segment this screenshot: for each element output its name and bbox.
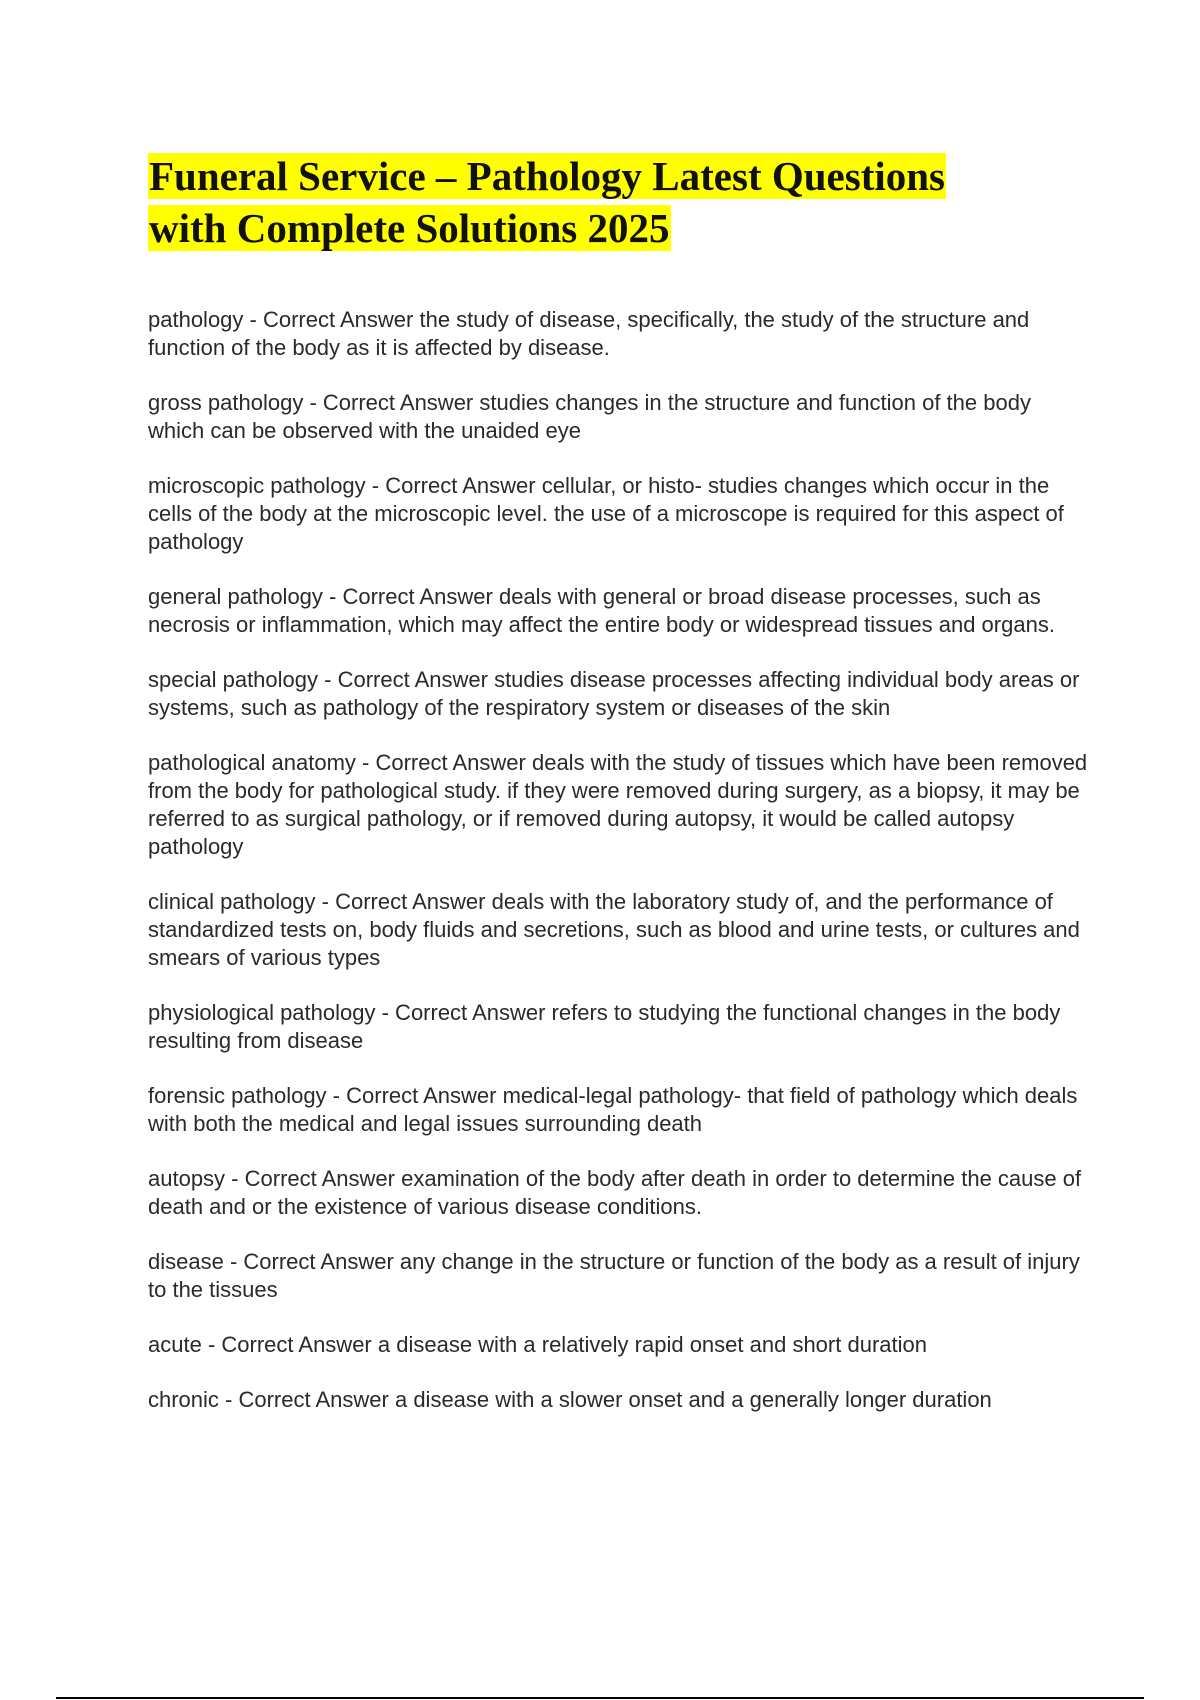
qa-entry: [148, 1165, 1088, 1221]
qa-term: pathological anatomy: [148, 750, 356, 775]
qa-term: chronic: [148, 1387, 219, 1412]
qa-answer: studies changes in the structure and function of the body which can be observed with the unaided eye: [148, 390, 1031, 443]
qa-list: [148, 306, 1088, 1441]
qa-answer: a disease with a slower onset and a generally longer duration: [394, 1387, 992, 1412]
qa-entry: [148, 1248, 1088, 1304]
qa-answer: studies disease processes affecting individual body areas or systems, such as pathology of the respiratory system or diseases of the skin: [148, 667, 1080, 720]
qa-term: disease: [148, 1249, 224, 1274]
qa-entry: [148, 749, 1088, 861]
qa-term: gross pathology: [148, 390, 304, 415]
qa-term: special pathology: [148, 667, 319, 692]
qa-term: clinical pathology: [148, 889, 316, 914]
qa-separator: - Correct Answer: [225, 1166, 402, 1191]
title-line-2: with Complete Solutions 2025: [149, 205, 670, 251]
qa-separator: - Correct Answer: [355, 750, 532, 775]
qa-entry: [148, 583, 1088, 639]
qa-entry: [148, 888, 1088, 972]
qa-answer: the study of disease, specifically, the study of the structure and function of the body as it is affected by disease.: [148, 307, 1030, 360]
qa-entry: [148, 666, 1088, 722]
qa-entry: [148, 306, 1088, 362]
qa-entry: [148, 999, 1088, 1055]
qa-term: general pathology: [148, 584, 323, 609]
qa-answer: any change in the structure or function of the body as a result of injury to the tissues: [148, 1249, 1080, 1302]
qa-entry: [148, 1331, 1088, 1359]
qa-separator: - Correct Answer: [223, 1249, 400, 1274]
qa-answer: examination of the body after death in order to determine the cause of death and or the existence of various disease conditions.: [148, 1166, 1082, 1219]
qa-separator: - Correct Answer: [218, 1387, 395, 1412]
page-title: [148, 150, 1148, 254]
qa-answer: medical-legal pathology- that field of pathology which deals with both the medical and legal issues surrounding death: [148, 1083, 1078, 1136]
qa-entry: [148, 1082, 1088, 1138]
qa-term: forensic pathology: [148, 1083, 327, 1108]
qa-answer: refers to studying the functional changes in the body resulting from disease: [148, 1000, 1061, 1053]
qa-answer: deals with the laboratory study of, and the performance of standardized tests on, body fluids and secretions, such as blood and urine tests, or cultures and smears of various types: [148, 889, 1080, 970]
qa-answer: cellular, or histo- studies changes which occur in the cells of the body at the microscopic level. the use of a microscope is required for this aspect of pathology: [148, 473, 1064, 554]
qa-term: acute: [148, 1332, 202, 1357]
qa-term: microscopic pathology: [148, 473, 366, 498]
qa-separator: - Correct Answer: [315, 889, 492, 914]
page-bottom-rule: [56, 1697, 1144, 1699]
qa-separator: - Correct Answer: [303, 390, 480, 415]
qa-separator: - Correct Answer: [375, 1000, 552, 1025]
qa-separator: - Correct Answer: [243, 307, 420, 332]
qa-answer: deals with general or broad disease processes, such as necrosis or inflammation, which may affect the entire body or widespread tissues and organs.: [148, 584, 1055, 637]
qa-separator: - Correct Answer: [326, 1083, 503, 1108]
qa-separator: - Correct Answer: [322, 584, 499, 609]
qa-answer: a disease with a relatively rapid onset and short duration: [377, 1332, 927, 1357]
title-line-1: Funeral Service – Pathology Latest Questions: [149, 153, 946, 199]
qa-answer: deals with the study of tissues which have been removed from the body for pathological study. if they were removed during surgery, as a biopsy, it may be referred to as surgical pathology, or if removed during autopsy, it would be called autopsy pathology: [148, 750, 1088, 859]
qa-term: autopsy: [148, 1166, 226, 1191]
qa-separator: - Correct Answer: [365, 473, 542, 498]
qa-separator: - Correct Answer: [318, 667, 495, 692]
qa-separator: - Correct Answer: [201, 1332, 378, 1357]
qa-term: physiological pathology: [148, 1000, 376, 1025]
qa-entry: [148, 389, 1088, 445]
qa-entry: [148, 472, 1088, 556]
qa-entry: [148, 1386, 1088, 1414]
qa-term: pathology: [148, 307, 244, 332]
